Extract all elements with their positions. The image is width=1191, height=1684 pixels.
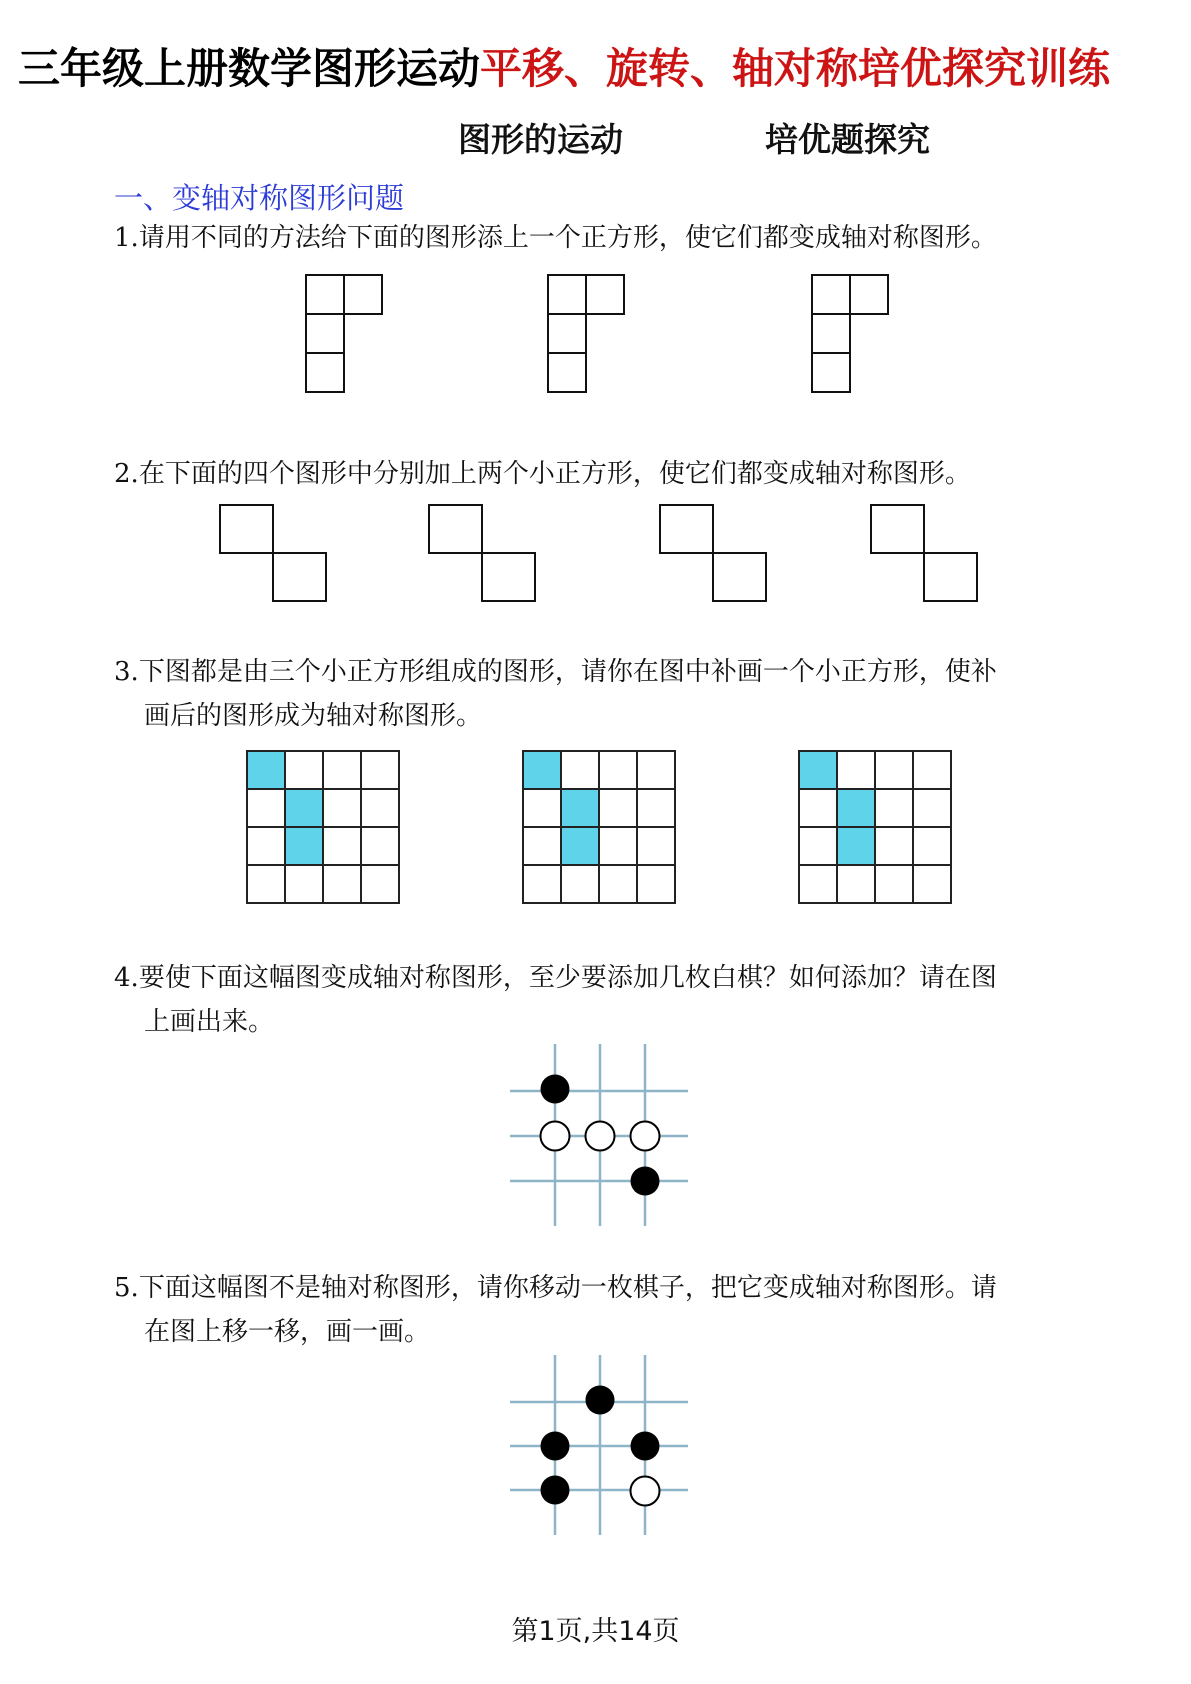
white-stone (631, 1477, 660, 1506)
q5-go-board (510, 1355, 688, 1535)
question-4 (114, 956, 997, 1044)
question-5-line2: 在图上移一移，画一画。 (144, 1317, 431, 1347)
subtitle-right: 培优题探究 (765, 120, 930, 159)
black-stone (586, 1386, 615, 1415)
q3-grid-1 (247, 751, 399, 903)
question-1-number: 1. (114, 223, 139, 253)
question-2-number: 2. (114, 459, 139, 489)
question-4-line1: 要使下面这幅图变成轴对称图形，至少要添加几枚白棋？如何添加？请在图 (138, 963, 997, 993)
q1-figure-3 (812, 275, 888, 392)
question-3-line1: 下图都是由三个小正方形组成的图形，请你在图中补画一个小正方形，使补 (138, 657, 997, 687)
q4-go-board (510, 1044, 688, 1226)
black-stone (631, 1432, 660, 1461)
page-number: 第1页,共14页 (511, 1616, 680, 1647)
title-red-part: 平移、旋转、轴对称培优探究训练 (480, 44, 1111, 93)
question-5-number: 5. (114, 1273, 139, 1303)
question-3-number: 3. (114, 657, 139, 687)
question-2 (114, 452, 971, 496)
q2-figure-4 (871, 505, 977, 601)
question-2-text: 在下面的四个图形中分别加上两个小正方形，使它们都变成轴对称图形。 (138, 459, 971, 489)
q2-figure-1 (220, 505, 326, 601)
question-5 (114, 1266, 997, 1354)
question-5-line1: 下面这幅图不是轴对称图形，请你移动一枚棋子，把它变成轴对称图形。请 (138, 1273, 997, 1303)
question-1-text: 请用不同的方法给下面的图形添上一个正方形，使它们都变成轴对称图形。 (138, 223, 997, 253)
white-stone (541, 1122, 570, 1151)
question-3 (114, 650, 997, 738)
black-stone (541, 1075, 570, 1104)
question-3-line2: 画后的图形成为轴对称图形。 (144, 701, 483, 731)
black-stone (631, 1167, 660, 1196)
white-stone (631, 1122, 660, 1151)
subtitle-left: 图形的运动 (458, 120, 623, 159)
question-4-line2: 上画出来。 (144, 1007, 275, 1037)
title-black-part: 三年级上册数学图形运动 (18, 44, 481, 93)
q2-figure-3 (660, 505, 766, 601)
black-stone (541, 1476, 570, 1505)
white-stone (586, 1122, 615, 1151)
q1-figure-2 (548, 275, 624, 392)
black-stone (541, 1432, 570, 1461)
q3-grid-2 (523, 751, 675, 903)
question-4-number: 4. (114, 963, 139, 993)
q3-grid-3 (799, 751, 951, 903)
q2-figure-2 (429, 505, 535, 601)
section-heading: 一、变轴对称图形问题 (114, 181, 405, 215)
q1-figure-1 (306, 275, 382, 392)
